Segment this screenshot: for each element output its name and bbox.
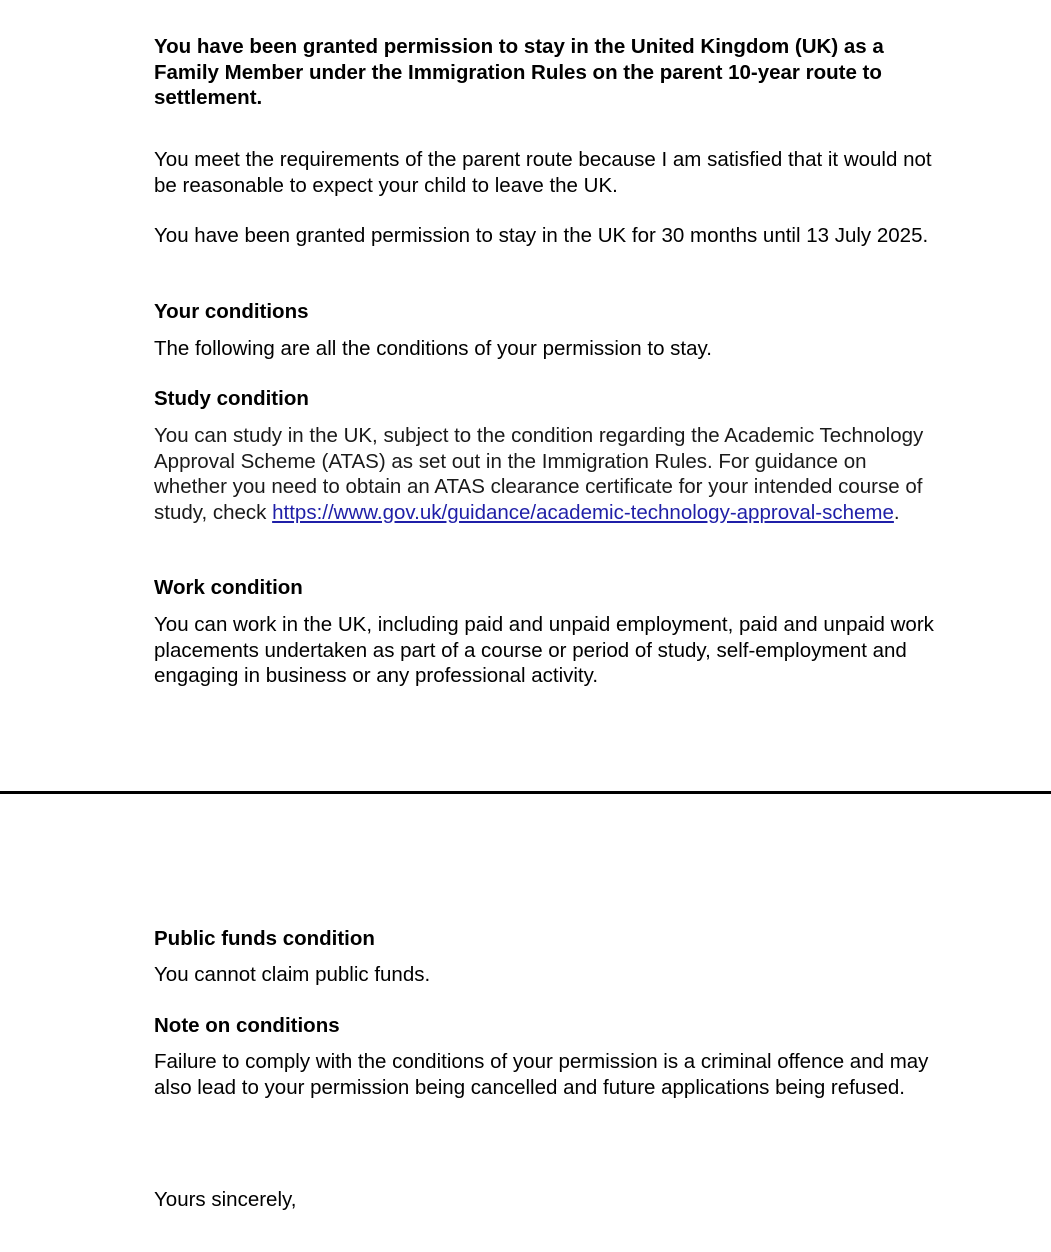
- study-condition-heading: Study condition: [154, 387, 309, 410]
- page-break-divider: [0, 791, 1051, 794]
- conditions-intro: The following are all the conditions of your permission to stay.: [154, 337, 712, 360]
- work-condition-text: You can work in the UK, including paid and unpaid employment, paid and unpaid work placements undertaken as part of a course or period of study, self-employment and engaging in business or any professional activity.: [154, 613, 934, 687]
- study-condition-body: You can study in the UK, subject to the condition regarding the Academic Technology Approval Scheme (ATAS) as set out in the Immigration Rules. For guidance on whether you need to obtain an ATAS clearance certificate for your intended course of study, check: [154, 424, 924, 524]
- granted-paragraph: You have been granted permission to stay in the UK for 30 months until 13 July 2025.: [154, 224, 929, 247]
- intro-statement: You have been granted permission to stay in the United Kingdom (UK) as a Family Member under the Immigration Rules on the parent 10-year route to settlement.: [154, 35, 884, 109]
- conditions-heading: Your conditions: [154, 300, 309, 323]
- study-condition-period: .: [893, 500, 900, 524]
- work-condition-heading: Work condition: [154, 576, 303, 599]
- note-on-conditions-heading: Note on conditions: [154, 1014, 340, 1037]
- closing-salutation: Yours sincerely,: [154, 1188, 297, 1211]
- note-on-conditions-text: Failure to comply with the conditions of your permission is a criminal offence and may also lead to your permission being cancelled and future applications being refused.: [154, 1050, 929, 1099]
- public-funds-text: You cannot claim public funds.: [154, 963, 431, 986]
- public-funds-heading: Public funds condition: [154, 927, 375, 950]
- atas-guidance-link[interactable]: https://www.gov.uk/guidance/academic-technology-approval-scheme: [272, 500, 894, 524]
- study-condition-text: [154, 423, 934, 525]
- requirements-paragraph: You meet the requirements of the parent route because I am satisfied that it would not be reasonable to expect your child to leave the UK.: [154, 148, 932, 197]
